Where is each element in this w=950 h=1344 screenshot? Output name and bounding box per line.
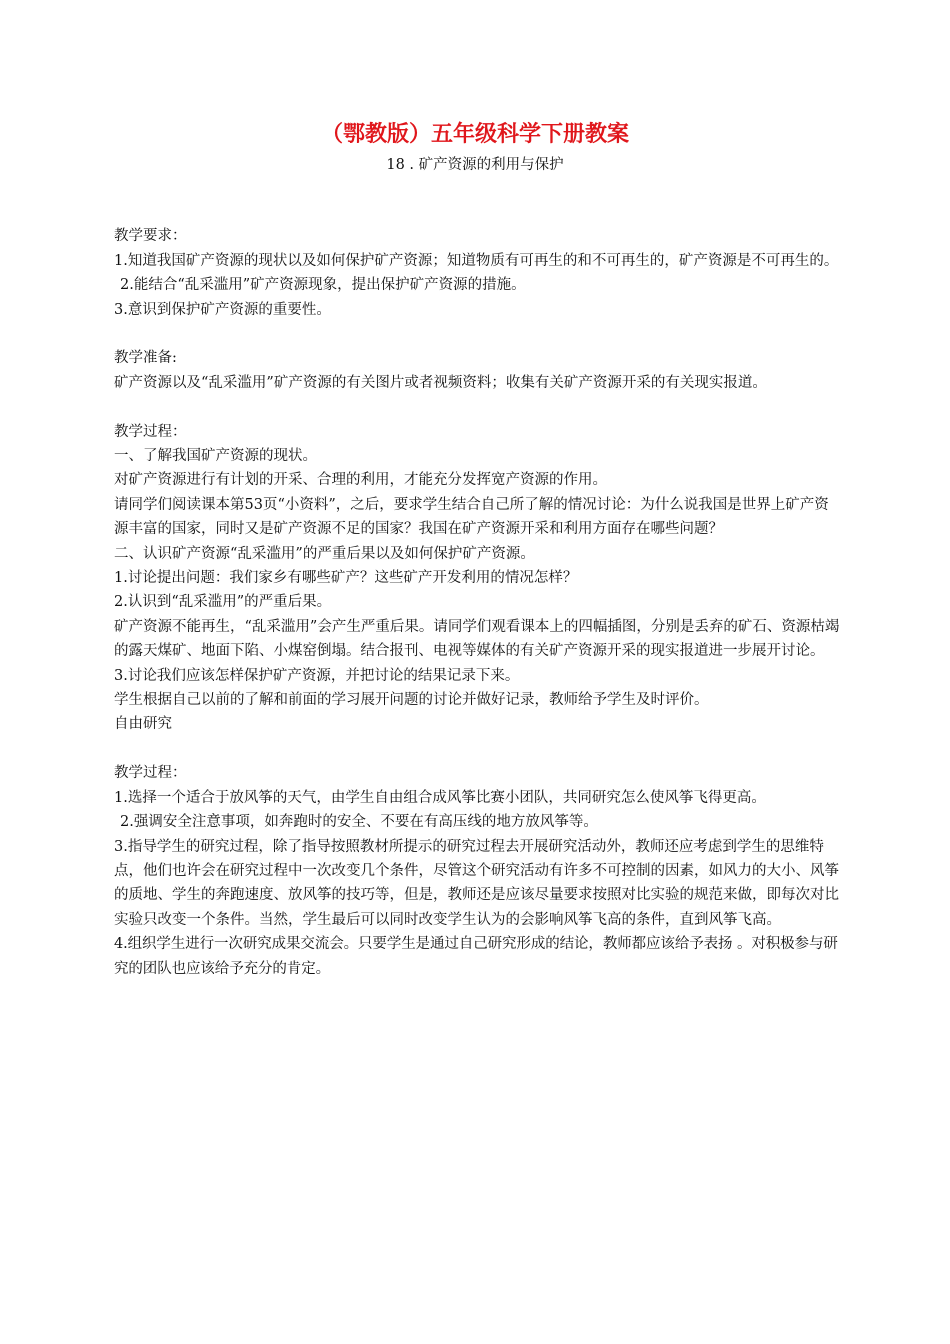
process2-line: 1.选择一个适合于放风筝的天气，由学生自由组合成风筝比赛小团队，共同研究怎么使风筝飞得更高。 [114, 789, 766, 806]
process-line: 3.讨论我们应该怎样保护矿产资源，并把讨论的结果记录下来。 [114, 667, 520, 684]
process-line: 一、了解我国矿产资源的现状。 [114, 448, 317, 465]
document-title: （鄂教版）五年级科学下册教案 [320, 122, 629, 147]
process-line: 对矿产资源进行有计划的开采、合理的利用，才能充分发挥宽产资源的作用。 [114, 472, 607, 489]
process2-line: 3.指导学生的研究过程，除了指导按照教材所提示的研究过程去开展研究活动外，教师还应考虑到学生的思维特点，他们也许会在研究过程中一次改变几个条件，尽管这个研究活动有许多不可控制的因素，如风力的大小、风筝的质地、学生的奔跑速度、放风筝的技巧等，但是，教师还是应该尽量要求按照对比实验的规范来做，即每次对比实验只改变一个条件。当然，学生最后可以同时改变学生认为的会影响风筝飞高的条件，直到风筝飞高。 [114, 838, 839, 928]
process-line: 自由研究 [114, 716, 172, 733]
section-heading-requirements: 教学要求： [114, 228, 187, 245]
process-line: 矿产资源不能再生，“乱采滥用”会产生严重后果。请同学们观看课本上的四幅插图，分别是丢弃的矿石、资源枯竭的露天煤矿、地面下陷、小煤窑倒塌。结合报刊、电视等媒体的有关矿产资源开采的现实报道进一步展开讨论。 [114, 618, 840, 660]
process-line: 请同学们阅读课本第53页“小资料”，之后，要求学生结合自己所了解的情况讨论：为什么说我国是世界上矿产资源丰富的国家，同时又是矿产资源不足的国家？我国在矿产资源开采和利用方面存在哪些问题？ [114, 496, 829, 538]
process2-line: 4.组织学生进行一次研究成果交流会。只要学生是通过自己研究形成的结论，教师都应该给予表扬 。对积极参与研究的团队也应该给予充分的肯定。 [114, 936, 838, 977]
section-heading-preparation: 教学准备: [114, 350, 177, 367]
process-line: 1.讨论提出问题：我们家乡有哪些矿产？这些矿产开发利用的情况怎样？ [114, 570, 578, 587]
preparation-text: 矿产资源以及“乱采滥用”矿产资源的有关图片或者视频资料；收集有关矿产资源开采的有关现实报道。 [114, 374, 767, 391]
requirement-item-2: 2.能结合“乱采滥用”矿产资源现象，提出保护矿产资源的措施。 [120, 277, 526, 294]
process2-line: 2.强调安全注意事项，如奔跑时的安全、不要在有高压线的地方放风筝等。 [120, 814, 598, 831]
document-body [114, 200, 842, 981]
requirement-item-1: 1.知道我国矿产资源的现状以及如何保护矿产资源；知道物质有可再生的和不可再生的，矿产资源是不可再生的。 [114, 252, 839, 269]
process-line: 二、认识矿产资源“乱采滥用”的严重后果以及如何保护矿产资源。 [114, 545, 535, 562]
lesson-subtitle: 18 . 矿产资源的利用与保护 [386, 157, 564, 173]
section-heading-process-2: 教学过程： [114, 765, 187, 782]
process-line: 2.认识到“乱采滥用”的严重后果。 [114, 594, 332, 611]
section-heading-process: 教学过程： [114, 423, 187, 440]
requirement-item-3: 3.意识到保护矿产资源的重要性。 [114, 301, 331, 318]
process-line: 学生根据自己以前的了解和前面的学习展开问题的讨论并做好记录，教师给予学生及时评价。 [114, 692, 709, 709]
